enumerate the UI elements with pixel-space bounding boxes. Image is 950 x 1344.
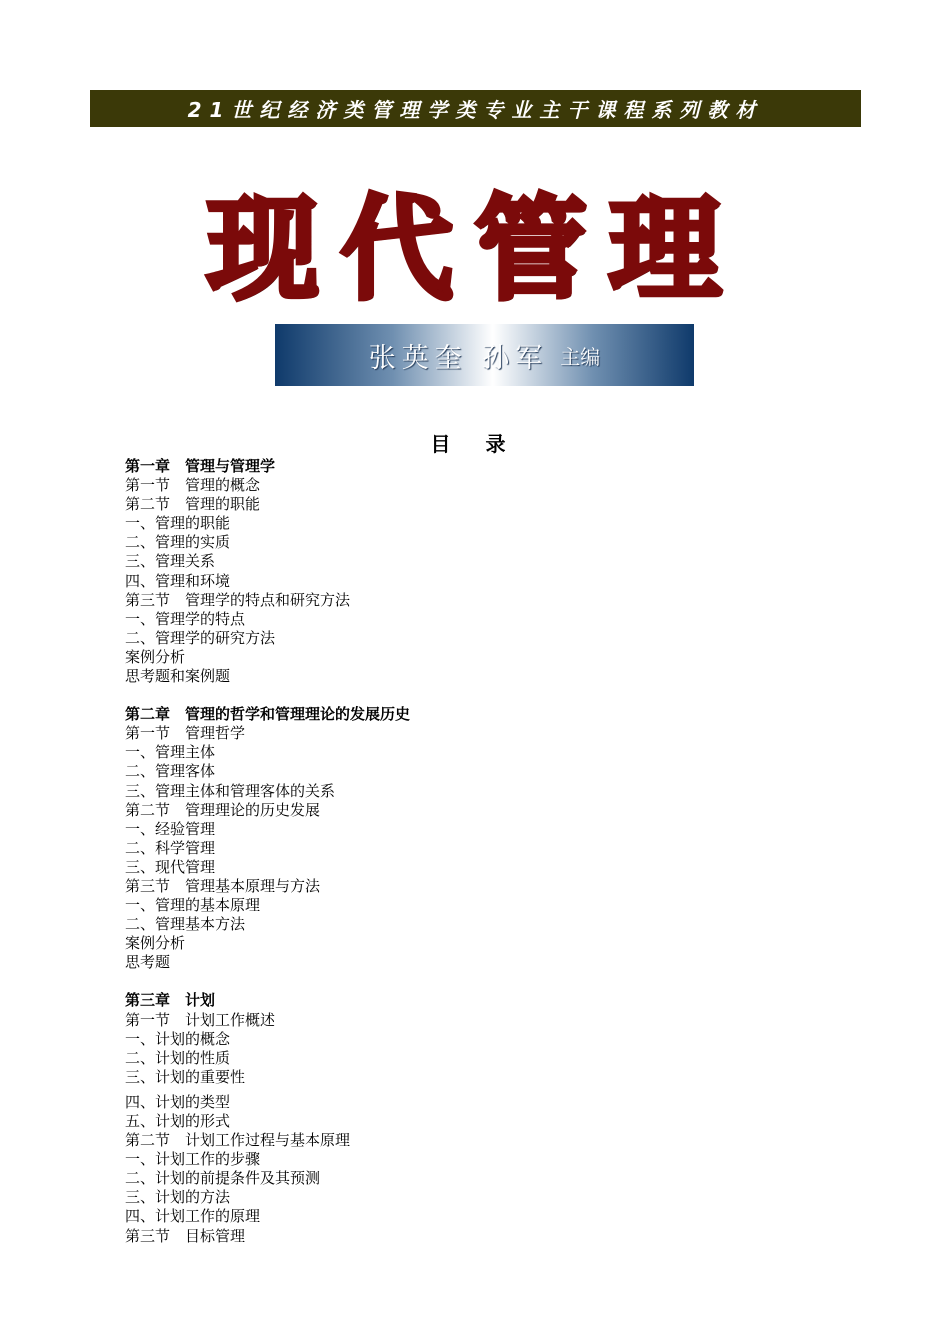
toc-chapter-3: 第三章 计划 (125, 991, 216, 1010)
toc-item: 第二节 管理理论的历史发展 (125, 800, 321, 819)
toc-item: 第一节 管理的概念 (125, 476, 261, 495)
series-title: 21世纪经济类管理学类专业主干课程系列教材 (187, 98, 764, 122)
toc-item: 三、现代管理 (125, 857, 216, 876)
toc-item: 第一节 计划工作概述 (125, 1010, 276, 1029)
toc-item: 三、管理关系 (125, 552, 216, 571)
toc-item: 二、管理基本方法 (125, 915, 246, 934)
toc-item: 一、经验管理 (125, 819, 216, 838)
toc-item: 三、管理主体和管理客体的关系 (125, 781, 336, 800)
table-of-contents (125, 457, 845, 1246)
toc-item: 一、计划的概念 (125, 1029, 231, 1048)
toc-item: 思考题和案例题 (125, 667, 231, 686)
toc-item: 二、计划的性质 (125, 1048, 231, 1067)
toc-item: 第二节 计划工作过程与基本原理 (125, 1131, 351, 1150)
toc-item: 一、管理的职能 (125, 514, 231, 533)
toc-item: 一、管理主体 (125, 743, 216, 762)
toc-item: 二、管理学的研究方法 (125, 628, 276, 647)
toc-item: 第二节 管理的职能 (125, 495, 261, 514)
toc-item: 二、科学管理 (125, 838, 216, 857)
toc-item: 案例分析 (125, 647, 186, 666)
toc-item: 一、管理的基本原理 (125, 896, 261, 915)
toc-item: 四、计划的类型 (125, 1092, 231, 1111)
toc-item: 五、计划的形式 (125, 1112, 231, 1130)
toc-item: 思考题 (125, 953, 171, 972)
toc-chapter-1: 第一章 管理与管理学 (125, 457, 276, 475)
book-title: 现代管理 (207, 184, 743, 315)
toc-item: 二、计划的前提条件及其预测 (125, 1169, 321, 1188)
author-names: 张英奎 孙军 (368, 342, 549, 374)
toc-item: 第三节 管理学的特点和研究方法 (125, 590, 351, 609)
toc-item: 三、计划的重要性 (125, 1067, 246, 1086)
toc-item: 一、计划工作的步骤 (125, 1150, 261, 1169)
author-role: 主编 (560, 344, 601, 369)
toc-spacer (125, 686, 845, 705)
toc-item: 二、管理的实质 (125, 533, 231, 552)
toc-item: 第三节 目标管理 (125, 1226, 246, 1245)
toc-item: 第一节 管理哲学 (125, 724, 246, 743)
toc-spacer (125, 972, 845, 991)
toc-heading: 目 录 (430, 432, 520, 456)
toc-item: 四、计划工作的原理 (125, 1207, 261, 1226)
toc-item: 案例分析 (125, 934, 186, 953)
toc-item: 一、管理学的特点 (125, 609, 246, 628)
toc-item: 三、计划的方法 (125, 1188, 231, 1207)
toc-item: 二、管理客体 (125, 762, 216, 781)
series-banner (90, 90, 861, 127)
toc-chapter-2: 第二章 管理的哲学和管理理论的发展历史 (125, 705, 411, 724)
toc-item: 四、管理和环境 (125, 571, 231, 590)
author-box (275, 324, 694, 386)
toc-item: 第三节 管理基本原理与方法 (125, 876, 321, 895)
